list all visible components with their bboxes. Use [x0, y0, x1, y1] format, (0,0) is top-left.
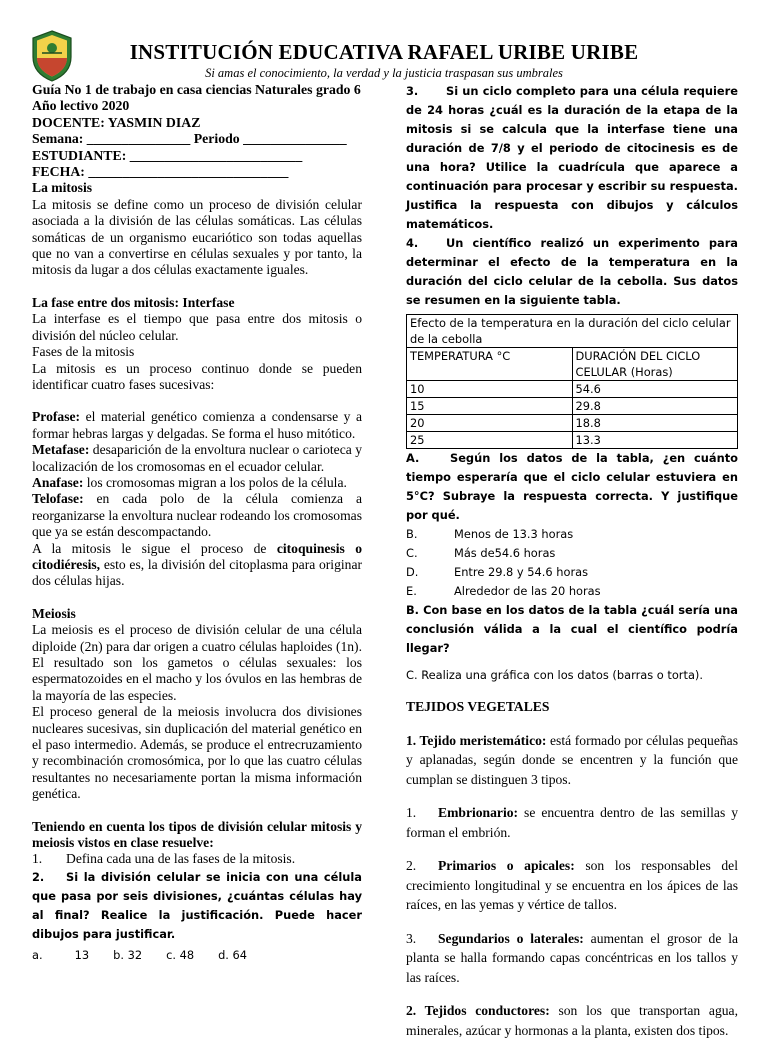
question-text: Si un ciclo completo para una célula requiere de 24 horas ¿cuál es la duración de la etapa de la mitosis si se calcula que la interfase tiene una duración de 7/8 y el periodo de citocinesis es de una hora? Utilice la cuadrícula que aparece a continuación para procesar y escribir su respuesta. Justifica la respuesta con dibujos y cálculos matemáticos.	[406, 84, 738, 231]
duration-cell: 29.8	[572, 398, 738, 415]
phases-intro: La mitosis es un proceso continuo donde se pueden identificar cuatro fases sucesivas:	[32, 360, 362, 392]
tejido-text: son los que transportan agua, minerales, azúcar y hormonas a la planta, existen dos tipos.	[406, 1003, 738, 1038]
tejido-meristematico	[406, 731, 738, 790]
question-number: 2.	[32, 869, 45, 884]
option-b[interactable]: b. 32	[113, 947, 143, 962]
item-text: son los responsables del crecimiento longitudinal y se encuentra en los ápices de las raíces, en las yemas y vértice de tallos.	[406, 858, 738, 912]
left-column	[32, 82, 362, 965]
question-text: Si la división celular se inicia con una célula que pasa por seis divisiones, ¿cuántas células hay al final? Realice la justificación. Puede hacer dibujos para justificar.	[32, 869, 362, 941]
option-a[interactable]: 13	[74, 947, 90, 962]
table-caption: Efecto de la temperatura en la duración del ciclo celular de la cebolla	[407, 315, 738, 348]
phase-text: los cromosomas migran a los polos de la célula.	[83, 474, 347, 490]
question-4a	[406, 449, 738, 525]
option-row[interactable]	[406, 563, 738, 582]
option-c[interactable]: c. 48	[166, 947, 195, 962]
question-number: 4.	[406, 236, 419, 250]
phase-text: el material genético comienza a condensarse y a formar hebras largas y delgadas. Se forma el huso mitótico.	[32, 409, 362, 441]
cytokinesis-paragraph	[32, 541, 362, 590]
phase-anafase	[32, 475, 362, 491]
cytokinesis-pre: A la mitosis le sigue el proceso de	[32, 540, 277, 556]
question-text: Un científico realizó un experimento para determinar el efecto de la temperatura en la duración del ciclo celular de la cebolla. Sus datos se resumen en la siguiente tabla.	[406, 236, 738, 307]
cytokinesis-post: esto es, la división del citoplasma para originar dos células hijas.	[32, 556, 362, 589]
week-field[interactable]: Semana: _______________ Periodo _______________	[32, 131, 347, 147]
interfase-paragraph: La interfase es el tiempo que pasa entre dos mitosis o división del núcleo celular.	[32, 311, 362, 343]
option-d[interactable]: d. 64	[218, 947, 248, 962]
phase-telofase	[32, 491, 362, 540]
duration-cell: 18.8	[572, 415, 738, 432]
table-header-duration: DURACIÓN DEL CICLO CELULAR (Horas)	[572, 348, 738, 381]
mitosis-paragraph: La mitosis se define como un proceso de división celular asociada a la división de las células somáticas. Las células somáticas de un organismo eucariótico son todas aquellas que no van a convertirse en células sexuales y por tanto, la mitosis da lugar a dos células exactamente iguales.	[32, 196, 362, 278]
option-text: Alrededor de las 20 horas	[454, 584, 601, 598]
item-name: Embrionario:	[438, 805, 519, 820]
phase-metafase	[32, 442, 362, 475]
option-row[interactable]	[406, 525, 738, 544]
question-part-text: Según los datos de la tabla, ¿en cuánto tiempo esperaría que el ciclo celular estuviera en 5°C? Subraye la respuesta correcta. Y justifique por qué.	[406, 451, 738, 522]
tejido-text: está formado por células pequeñas y aplanadas, según donde se encentren y la función que cumplan se distinguen 3 tipos.	[406, 732, 738, 787]
phase-name: Telofase:	[32, 491, 84, 507]
option-key: C.	[406, 546, 418, 560]
onion-cell-cycle-table	[406, 314, 738, 449]
phase-name: Metafase:	[32, 442, 90, 458]
question-4c: C. Realiza una gráfica con los datos (barras o torta).	[406, 668, 704, 682]
teacher-line: DOCENTE: YASMIN DIAZ	[32, 114, 201, 130]
temperature-cell: 15	[407, 398, 573, 415]
questions-intro: Teniendo en cuenta los tipos de división celular mitosis y meiosis vistos en clase resuelve:	[32, 818, 362, 851]
temperature-cell: 10	[407, 381, 573, 398]
meiosis-paragraph-2: El proceso general de la meiosis involucra dos divisiones nucleares sucesivas, sin duplicación del material genético en el paso intermedio. Además, se produce el entrecruzamiento y recombinación cromosómica, por lo que las cuatro células resultantes no necesariamente portan la misma información genética.	[32, 704, 362, 802]
table-row	[407, 432, 738, 449]
question-4a-options	[406, 525, 738, 601]
option-text: Más de54.6 horas	[454, 546, 556, 560]
tejido-item-segundarios	[406, 929, 738, 988]
tejido-name: 2. Tejidos conductores:	[406, 1003, 550, 1018]
item-text: se encuentra dentro de las semillas y forman el embrión.	[406, 805, 738, 840]
tejido-item-embrionario	[406, 803, 738, 842]
question-text: Defina cada una de las fases de la mitosis.	[66, 851, 296, 867]
item-name: Segundarios o laterales:	[438, 930, 584, 946]
date-field[interactable]: FECHA: _____________________________	[32, 164, 289, 180]
mitosis-heading: La mitosis	[32, 180, 93, 196]
option-text: Entre 29.8 y 54.6 horas	[454, 565, 589, 579]
table-row	[407, 381, 738, 398]
phases-heading: Fases de la mitosis	[32, 344, 135, 360]
question-part-key: A.	[406, 451, 420, 465]
option-key: B.	[406, 527, 418, 541]
tejido-item-primarios	[406, 856, 738, 915]
item-number: 2.	[406, 858, 417, 873]
option-a-key[interactable]: a.	[32, 947, 43, 962]
question-2	[32, 868, 362, 944]
cytokinesis-term: citoquinesis o citodiéresis,	[32, 540, 362, 572]
question-number: 1.	[32, 851, 43, 867]
phase-text: en cada polo de la célula comienza a reorganizarse la envoltura nuclear rodeando los cromosomas que ya se están descompactando.	[32, 491, 362, 540]
meiosis-paragraph-1: La meiosis es el proceso de división celular de una célula diploide (2n) para dar origen a cuatro células haploides (1n). El resultado son los gametos o células sexuales: los espermatozoides en el macho y los óvulos en las hembras de la mayoría de las especies.	[32, 622, 362, 703]
question-number: 3.	[406, 84, 419, 98]
school-title: INSTITUCIÓN EDUCATIVA RAFAEL URIBE URIBE	[129, 40, 639, 64]
temperature-cell: 20	[407, 415, 573, 432]
item-text: aumentan el grosor de la planta se halla formando capas concéntricas en los tallos y las raíces.	[406, 930, 739, 985]
duration-cell: 54.6	[572, 381, 738, 398]
option-text: Menos de 13.3 horas	[454, 527, 574, 541]
meiosis-heading: Meiosis	[32, 605, 76, 621]
duration-cell: 13.3	[572, 432, 738, 449]
guide-title: Guía No 1 de trabajo en casa ciencias Naturales grado 6	[32, 82, 361, 97]
right-column	[406, 82, 738, 1040]
tejidos-heading: TEJIDOS VEGETALES	[406, 699, 550, 714]
question-4	[406, 234, 738, 310]
phase-name: Anafase:	[32, 474, 84, 490]
school-year: Año lectivo 2020	[32, 98, 130, 114]
school-motto: Si amas el conocimiento, la verdad y la justicia traspasan sus umbrales	[205, 66, 563, 80]
tejido-name: 1. Tejido meristemático:	[406, 732, 547, 748]
option-row[interactable]	[406, 582, 738, 601]
phase-text: desaparición de la envoltura nuclear o carioteca y localización de los cromosomas en el ecuador celular.	[32, 442, 362, 474]
question-2-options	[32, 946, 362, 965]
interfase-heading: La fase entre dos mitosis: Interfase	[32, 294, 235, 310]
table-header-temperature: TEMPERATURA °C	[407, 348, 573, 381]
table-row	[407, 398, 738, 415]
question-1	[32, 851, 362, 867]
phase-profase	[32, 409, 362, 442]
student-field[interactable]: ESTUDIANTE: _________________________	[32, 147, 303, 163]
tejidos-conductores	[406, 1001, 738, 1040]
item-number: 3.	[406, 930, 417, 946]
option-key: D.	[406, 565, 419, 579]
item-number: 1.	[406, 805, 417, 820]
question-4b: B. Con base en los datos de la tabla ¿cuál sería una conclusión válida a la cual el científico podría llegar?	[406, 603, 738, 655]
item-name: Primarios o apicales:	[438, 858, 575, 873]
table-row	[407, 415, 738, 432]
temperature-cell: 25	[407, 432, 573, 449]
option-row[interactable]	[406, 544, 738, 563]
question-3	[406, 82, 738, 234]
option-key: E.	[406, 584, 417, 598]
phase-name: Profase:	[32, 409, 81, 425]
